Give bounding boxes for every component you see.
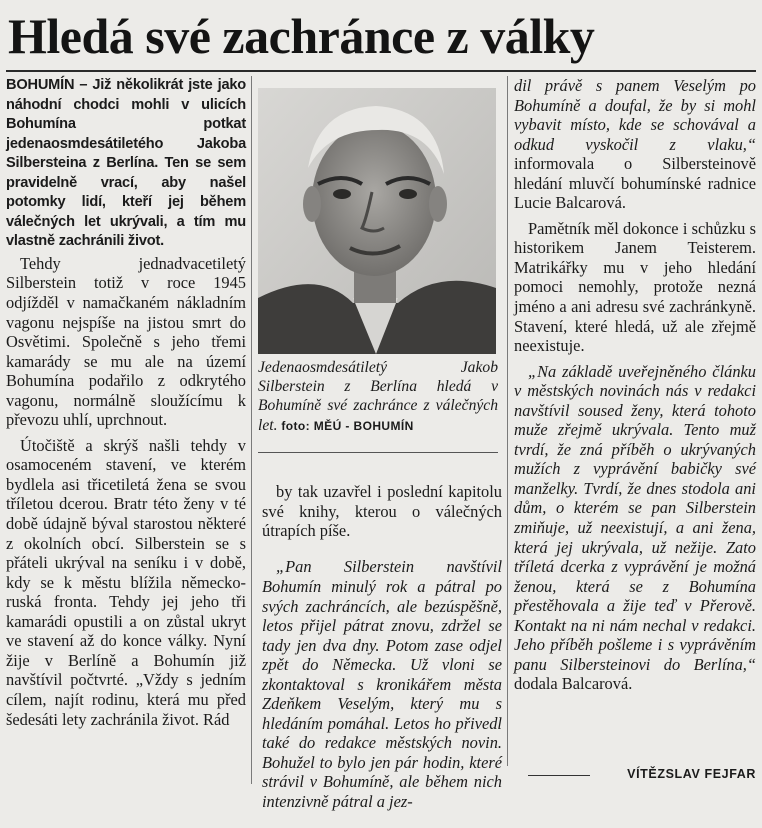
caption-text: Jedenaosmdesátiletý Jakob Silberstein z Berlína hledá v Bohumíně své zachránce z válečných let. (258, 359, 498, 434)
paragraph: by tak uzavřel i poslední kapitolu své knihy, kterou o válečných útrapích píše. (262, 482, 502, 541)
column-1 (6, 76, 246, 729)
attribution-text: informovala o Silbersteinově hledání mluvčí bohumínské radnice Lucie Balcarová. (514, 154, 756, 213)
paragraph: Pamětník měl dokonce i schůzku s historikem Janem Teisterem. Matrikářky mu v jeho hledání pomoci nemohly, protože nezná jméno a ani adresu své zachránkyně. Stavení, které hledá, už ale zřejmě neexistuje. (514, 218, 756, 356)
portrait-photo (258, 88, 496, 354)
headline-rule (6, 70, 756, 72)
photo-caption (258, 358, 498, 436)
attribution-text: dodala Balcarová. (514, 674, 633, 694)
photo-credit: foto: MĚÚ - BOHUMÍN (281, 418, 414, 433)
byline-rule (528, 775, 590, 776)
quote-paragraph: „Pan Silberstein navštívil Bohumín minulý rok a pátral po svých zachráncích, ale bezúspěšně, letos přijel pátrat znovu, zdržel se tady jen dva dny. Potom zase odjel zpět do Německa. Už vloni se zkontaktoval s kronikářem města Zdeňkem Veselým, který mu s hledáním pomáhal. Letos ho přivedl také do redakce městských novin. Bohužel to bylo jen pár hodin, které strávil v Bohumíně, ale během nich intenzivně pátral a jez- (262, 557, 502, 811)
lead-paragraph: BOHUMÍN – Již několikrát jste jako náhodní chodci mohli v ulicích Bohumína potkat jedenaosmdesátiletého Jakoba Silbersteina z Berlína. Ten se sem pravidelně vrací, aby našel potomky lidí, kteří jej během válečných let ukrývali, a tím mu vlastně zachránili život. (6, 77, 246, 250)
quote-text: „Na základě uveřejněného článku v městských novinách nás v redakci navštívil soused ženy, která tohoto muže zřejmě ukrývala. Tento muž tvrdí, že zná příběh o ukrývaných mužích z vyprávění babičky své manželky. Tvrdí, že dnes stodola ani dům, o kterém se pan Silberstein zmiňuje, už neexistují, a ani žena, která jej ukrývala, už nežije. Zato tříletá dcerka z vyprávění je možná ženou, která se z Bohumína přestěhovala a žije teď v Přerově. Kontakt na ni nám nechal v redakci. Jeho příběh pošleme i s vyprávěním panu Silbersteinovi do Berlína,“ (514, 361, 756, 674)
paragraph (514, 76, 756, 213)
paragraph: Útočiště a skrýš našli tehdy v osamoceném stavení, ve kterém bydlela asi třicetiletá žena se svou tříletou dcerou. Bratr této ženy v té době údajně býval starostou některé z okolních obcí. Silberstein se s přáteli ukrýval na seníku i v době, kdy se k městu blížila německo-ruská fronta. Tehdy jej jeho tři kamarádi opustili a on zůstal ukryt ve stavení až do konce války. Nyní žije v Berlíně a Bohumín již navštívil počtvrté. „Vždy s jedním cílem, najít rodinu, která mu před šedesáti lety zachránila život. Rád (6, 435, 246, 729)
headline: Hledá své zachránce z války (8, 8, 595, 64)
byline: VÍTĚZSLAV FEJFAR (627, 767, 756, 781)
quote-text: dil právě s panem Veselým po Bohumíně a doufal, že by si mohl vybavit místo, kde se schovával a odkud vyskočil z vlaku,“ (514, 76, 756, 154)
column-divider (507, 76, 508, 766)
column-2 (262, 466, 502, 828)
column-3 (514, 76, 756, 694)
caption-rule (258, 452, 498, 453)
paragraph: Tehdy jednadvacetiletý Silberstein totiž v roce 1945 odjížděl v namačkaném nákladním vagonu nejspíše na jistou smrt do Osvětimi. Společně s jeho třemi kamarády se mu ale na území Bohumína podařilo z odkrytého vagonu, normálně sloužícímu k převozu uhlí, uprchnout. (6, 253, 246, 430)
column-divider (251, 76, 252, 784)
paragraph (514, 362, 756, 694)
